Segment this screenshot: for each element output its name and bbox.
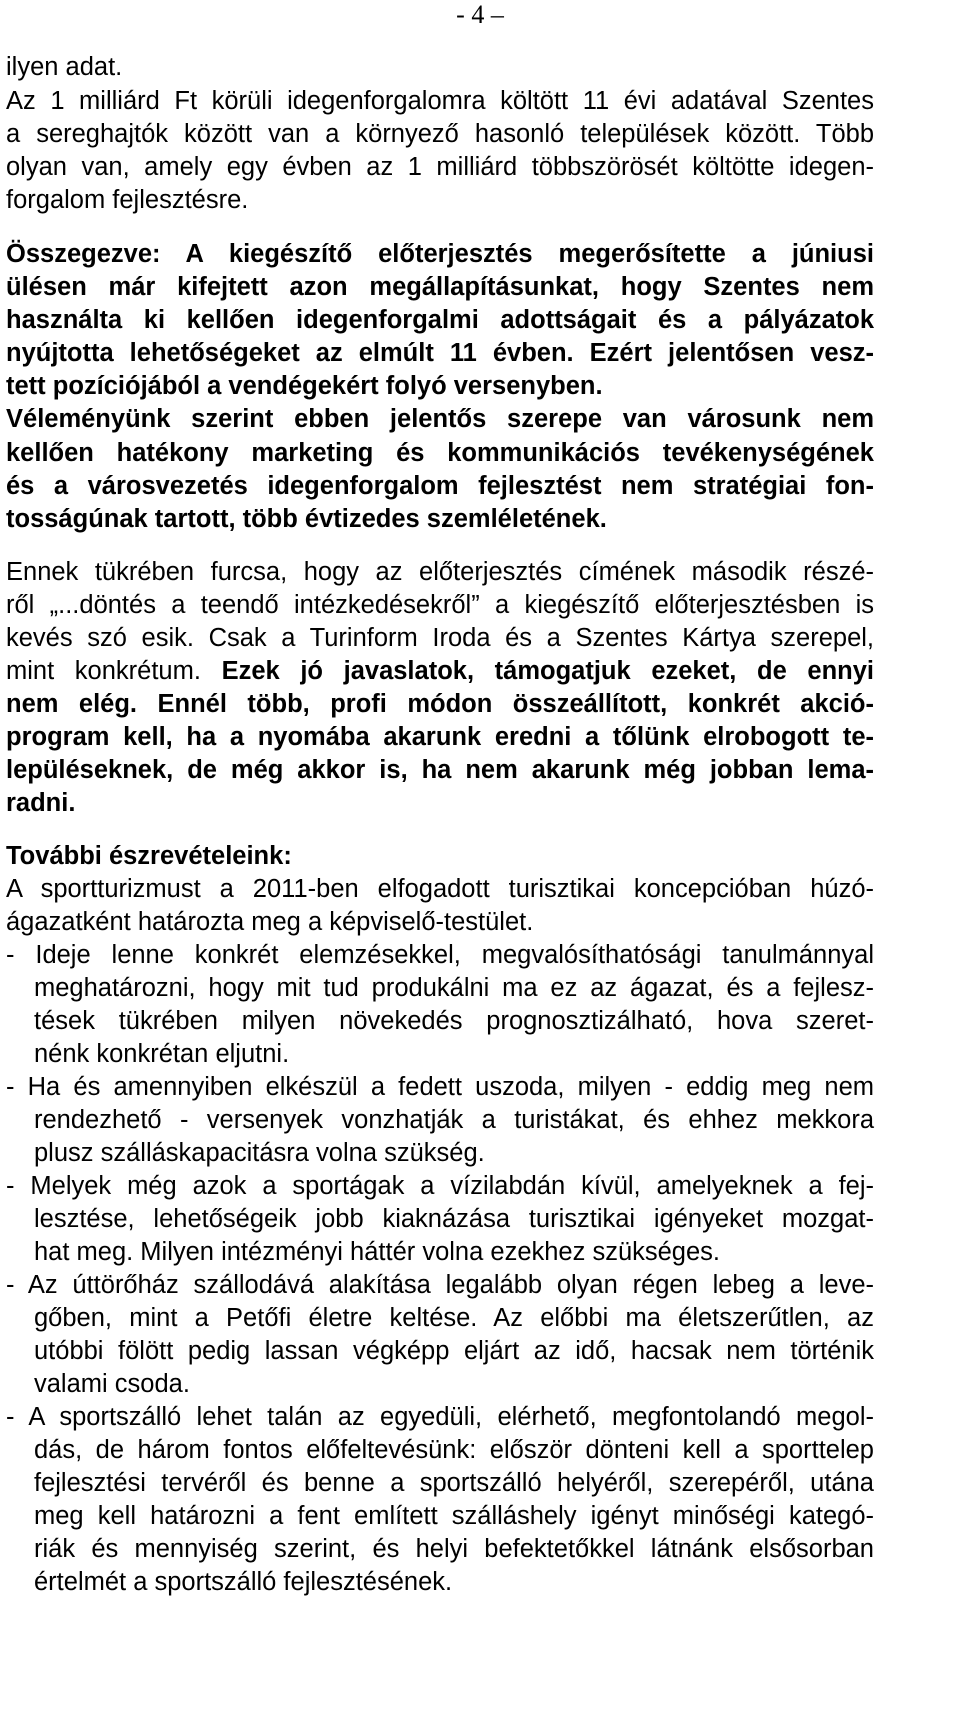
text-line — [6, 687, 874, 721]
text-line: ágazatként határozta meg a képviselő-testület. — [6, 908, 534, 936]
text-line: A sportturizmust a 2011-ben elfogadott turisztikai koncepcióban húzó- — [6, 875, 874, 903]
list-item-line: meg kell határozni a fent említett szálláshely igényt minőségi kategó- — [34, 1502, 874, 1530]
section-heading: További észrevételeink: — [6, 842, 292, 870]
list-item-line: rendezhető - versenyek vonzhatják a turistákat, és ehhez mekkora — [34, 1106, 874, 1134]
summary-line: tett pozíciójából a vendégekért folyó versenyben. — [6, 372, 603, 400]
list-item-line: lesztése, lehetőségeik jobb kiaknázása turisztikai igényeket mozgat- — [34, 1205, 874, 1233]
page-number: - 4 – — [456, 0, 504, 29]
list-item-line: meghatározni, hogy mit tud produkálni ma ez az ágazat, és a fejlesz- — [34, 974, 874, 1002]
text-line: forgalom fejlesztésre. — [6, 186, 249, 214]
emphasis-run: nem elég. — [6, 690, 138, 718]
text-line: a sereghajtók között van a környező hasonló települések között. Több — [6, 120, 874, 148]
list-item-line: hat meg. Milyen intézményi háttér volna ezekhez szükséges. — [34, 1238, 721, 1266]
list-item-line: - A sportszálló lehet talán az egyedüli, elérhető, megfontolandó megol- — [6, 1403, 874, 1431]
list-item-line: valami csoda. — [34, 1370, 190, 1398]
list-item-line: tések tükrében milyen növekedés prognosztizálható, hova szeret- — [34, 1007, 874, 1035]
list-item-line: dás, de három fontos előfeltevésünk: először dönteni kell a sporttelep — [34, 1436, 874, 1464]
summary-line: Véleményünk szerint ebben jelentős szerepe van városunk nem — [6, 405, 874, 433]
text-run: mint konkrétum. — [6, 657, 201, 685]
text-line: program kell, ha a nyomába akarunk eredni a tőlünk elrobogott te- — [6, 723, 874, 751]
list-item-line: plusz szálláskapacitásra volna szükség. — [34, 1139, 485, 1167]
text-line: Az 1 milliárd Ft körüli idegenforgalomra költött 11 évi adatával Szentes — [6, 87, 874, 115]
text-line: radni. — [6, 789, 76, 817]
text-line: lepüléseknek, de még akkor is, ha nem akarunk még jobban lema- — [6, 756, 874, 784]
text-line: olyan van, amely egy évben az 1 milliárd többszörösét költötte idegen- — [6, 153, 874, 181]
summary-line: Összegezve: A kiegészítő előterjesztés megerősítette a júniusi — [6, 240, 874, 268]
emphasis-run: Ezek jó javaslatok, támogatjuk ezeket, de ennyi — [221, 657, 874, 685]
summary-line: nyújtotta lehetőségeket az elmúlt 11 évben. Ezért jelentősen vesz- — [6, 339, 874, 367]
text-line: kevés szó esik. Csak a Turinform Iroda és a Szentes Kártya szerepel, — [6, 624, 874, 652]
list-item-line: - Az úttörőház szállodává alakítása legalább olyan régen lebeg a leve- — [6, 1271, 874, 1299]
list-item-line: utóbbi fölött pedig lassan végképp eljárt az idő, hacsak nem történik — [34, 1337, 874, 1365]
summary-line: kellően hatékony marketing és kommunikációs tevékenységének — [6, 439, 874, 467]
summary-line: és a városvezetés idegenforgalom fejlesztést nem stratégiai fon- — [6, 472, 874, 500]
summary-line: tosságúnak tartott, több évtizedes szemléletének. — [6, 505, 607, 533]
list-item-line: - Melyek még azok a sportágak a vízilabdán kívül, amelyeknek a fej- — [6, 1172, 874, 1200]
list-item-line: nénk konkrétan eljutni. — [34, 1040, 290, 1068]
summary-line: ülésen már kifejtett azon megállapításunkat, hogy Szentes nem — [6, 273, 874, 301]
text-line: Ennek tükrében furcsa, hogy az előterjesztés címének második részé- — [6, 558, 874, 586]
list-item-line: fejlesztési tervéről és benne a sportszálló helyéről, szerepéről, utána — [34, 1469, 874, 1497]
text-line: ről „...döntés a teendő intézkedésekről” a kiegészítő előterjesztésben is — [6, 591, 874, 619]
emphasis-run: Ennél több, profi módon összeállított, konkrét akció- — [157, 690, 874, 718]
list-item-line: - Ideje lenne konkrét elemzésekkel, megvalósíthatósági tanulmánnyal — [6, 941, 874, 969]
text-line — [6, 654, 874, 688]
list-item-line: gőben, mint a Petőfi életre keltése. Az előbbi ma életszerűtlen, az — [34, 1304, 874, 1332]
list-item-line: riák és mennyiség szerint, és helyi befektetőkkel látnánk elsősorban — [34, 1535, 874, 1563]
summary-line: használta ki kellően idegenforgalmi adottságait és a pályázatok — [6, 306, 874, 334]
list-item-line: - Ha és amennyiben elkészül a fedett uszoda, milyen - eddig meg nem — [6, 1073, 874, 1101]
list-item-line: értelmét a sportszálló fejlesztésének. — [34, 1568, 453, 1596]
text-line: ilyen adat. — [6, 53, 123, 81]
